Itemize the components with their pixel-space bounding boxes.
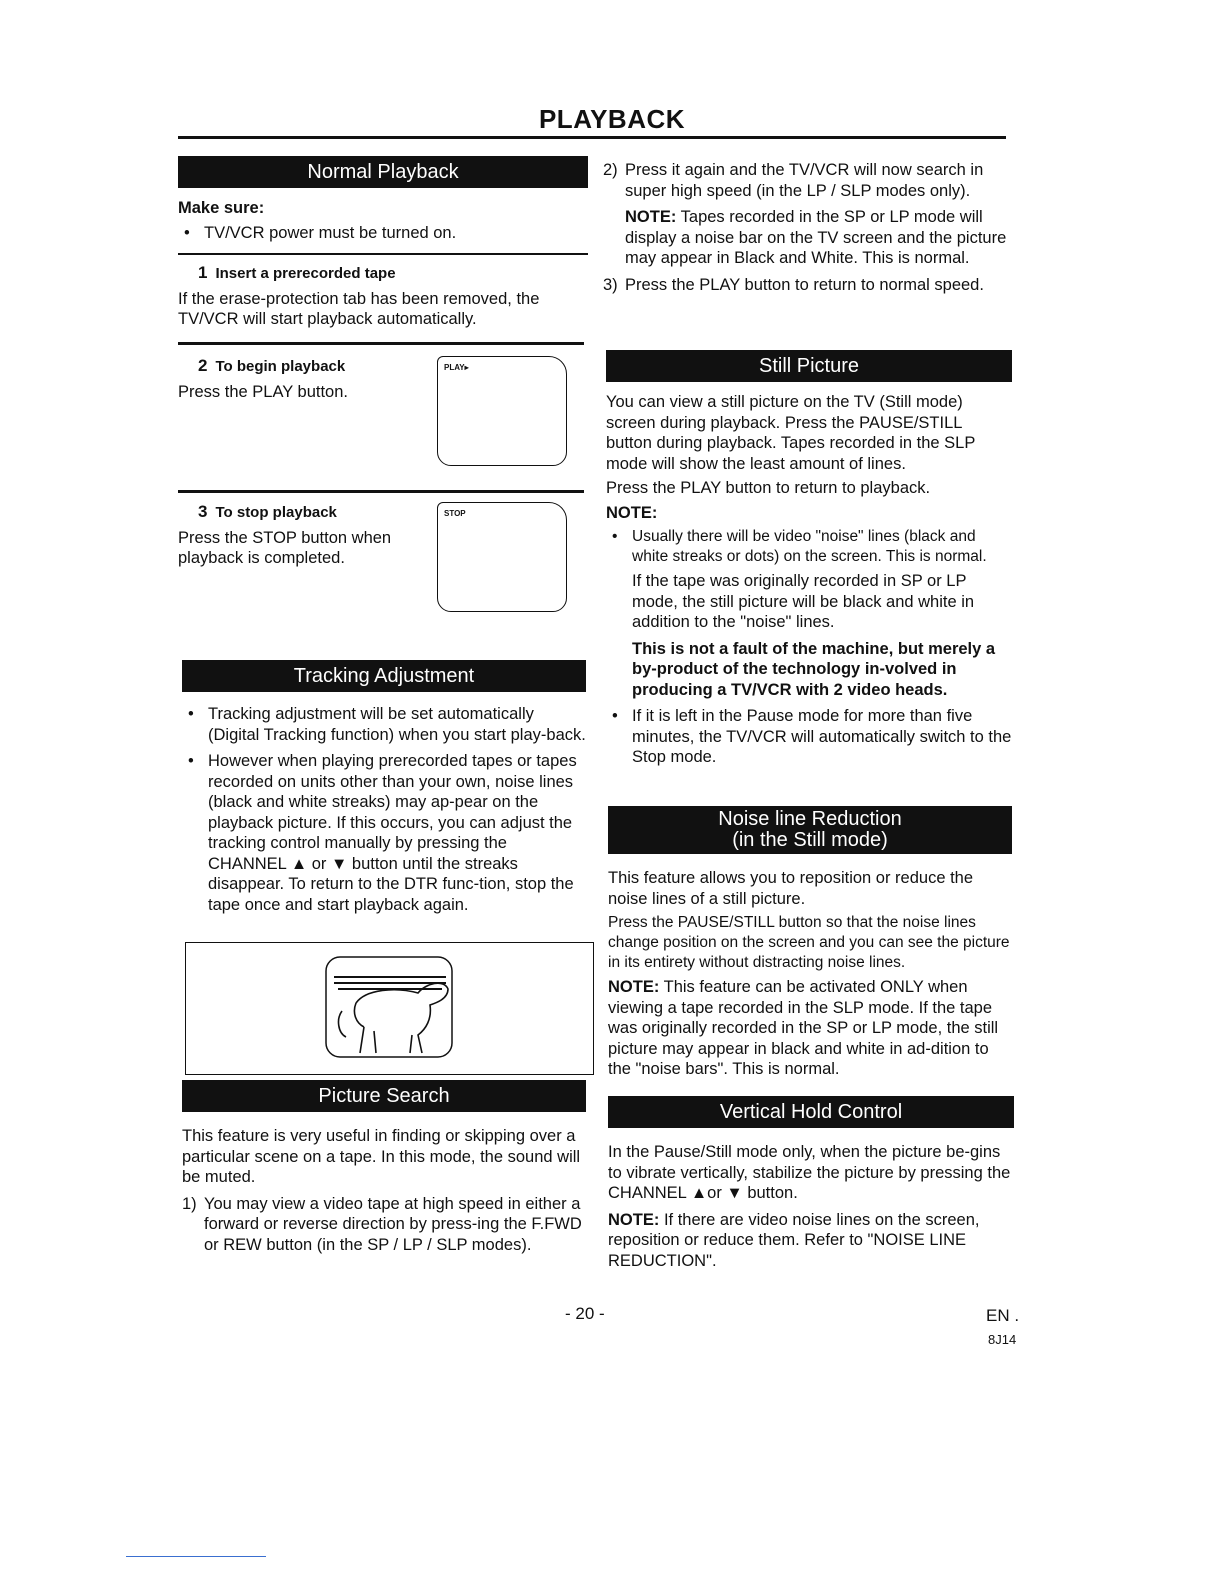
picture-search-cont	[603, 160, 1023, 295]
search-step-3	[603, 275, 1023, 296]
noise-intro: This feature allows you to reposition or reduce the noise lines of a still picture.	[608, 869, 974, 908]
still-return: Press the PLAY button to return to playback.	[606, 479, 931, 497]
step1-number: 1	[198, 263, 208, 282]
noise-reduction-section	[608, 806, 1012, 1080]
play-screen-label: PLAY▸	[444, 363, 469, 372]
noise-note-text: This feature can be activated ONLY when viewing a tape recorded in the SLP mode. If the tape was originally recorded in the SP or LP mode, the still picture may appear in black and white in ad-dition to the "noise bars". This is normal.	[608, 978, 999, 1078]
noise-reduction-banner	[608, 806, 1012, 854]
title-rule	[178, 136, 1006, 139]
step-divider	[178, 253, 588, 255]
model-code: 8J14	[988, 1332, 1017, 1347]
step1-text: If the erase-protection tab has been removed, the TV/VCR will start playback automatically.	[178, 289, 540, 328]
step2-text: Press the PLAY button.	[178, 382, 348, 401]
picture-search-section	[182, 1080, 586, 1255]
still-note-cont: If the tape was originally recorded in SP or LP mode, the still picture will be black and white in addition to the "noise" lines.	[632, 572, 975, 631]
search-step-2-number: 2)	[603, 161, 618, 179]
vertical-hold-note	[608, 1210, 1014, 1272]
step2-number: 2	[198, 356, 208, 375]
tv-screen-stop	[437, 502, 567, 612]
make-sure-label: Make sure:	[178, 199, 265, 217]
still-intro: You can view a still picture on the TV (Still mode) screen during playback. Press the PAUSE/STILL button during playback. Tapes recorded in the SLP mode will show the least amount of lines.	[606, 393, 976, 473]
still-note-bullet-1: • Usually there will be video "noise" lines (black and white streaks or dots) on the screen. This is normal.	[606, 527, 1012, 567]
vertical-hold-banner: Vertical Hold Control	[608, 1096, 1014, 1128]
scan-edge-line	[126, 1556, 266, 1557]
step-divider	[178, 342, 584, 345]
tracking-bullet-1: • Tracking adjustment will be set automatically (Digital Tracking function) when you start play-back.	[182, 704, 586, 745]
tv-screen-play	[437, 356, 567, 466]
search-note-label: NOTE:	[625, 208, 677, 226]
step-divider	[178, 490, 584, 493]
power-bullet: • TV/VCR power must be turned on.	[178, 223, 588, 244]
search-note	[603, 207, 1023, 269]
step3-text: Press the STOP button when playback is completed.	[178, 528, 392, 567]
still-picture-section	[606, 350, 1012, 768]
still-picture-banner: Still Picture	[606, 350, 1012, 382]
tracking-bullet-2: • However when playing prerecorded tapes or tapes recorded on units other than your own, noise lines (black and white streaks) may ap-pear on the playback picture. If this occurs, you can adjust the tracking control manually by pressing the CHANNEL ▲ or ▼ button until the streaks disappear. To return to the DTR func-tion, stop the tape once and start playback again.	[182, 751, 586, 915]
noise-dog-illustration	[186, 943, 595, 1076]
search-step-1	[182, 1194, 586, 1256]
search-note-text: Tapes recorded in the SP or LP mode will display a noise bar on the TV screen and the picture may appear in Black and White. This is normal.	[625, 208, 1007, 267]
vertical-note-text: If there are video noise lines on the screen, reposition or reduce them. Refer to "NOISE LINE REDUCTION".	[608, 1210, 980, 1270]
still-note-label: NOTE:	[606, 503, 658, 522]
normal-playback-section	[178, 156, 588, 330]
tracking-banner: Tracking Adjustment	[182, 660, 586, 692]
search-step-2-text: Press it again and the TV/VCR will now search in super high speed (in the LP / SLP modes only).	[625, 161, 984, 200]
language-code: EN .	[986, 1306, 1020, 1325]
tracking-section	[182, 660, 586, 915]
noise-instructions: Press the PAUSE/STILL button so that the noise lines change position on the screen and you can see the picture in its entirety without distracting noise lines.	[608, 914, 1010, 971]
picture-search-banner: Picture Search	[182, 1080, 586, 1112]
step3-title: To stop playback	[215, 504, 337, 521]
search-step-3-number: 3)	[603, 275, 618, 294]
picture-search-intro: This feature is very useful in finding or skipping over a particular scene on a tape. In this mode, the sound will be muted.	[182, 1127, 581, 1186]
noise-banner-line-1: Noise line Reduction	[718, 808, 902, 830]
search-step-3-text: Press the PLAY button to return to normal speed.	[625, 275, 984, 294]
vertical-hold-section	[608, 1096, 1014, 1271]
search-step-2	[603, 160, 1023, 201]
search-step-1-number: 1)	[182, 1194, 197, 1213]
normal-playback-banner: Normal Playback	[178, 156, 588, 188]
step1-title: Insert a prerecorded tape	[215, 265, 396, 282]
noise-picture-frame	[185, 942, 594, 1075]
still-note-bullet-2: • If it is left in the Pause mode for more than five minutes, the TV/VCR will automatically switch to the Stop mode.	[606, 706, 1012, 768]
noise-note-label: NOTE:	[608, 978, 660, 996]
noise-note	[608, 977, 1012, 1080]
step2-title: To begin playback	[215, 358, 346, 375]
stop-screen-label: STOP	[444, 509, 466, 518]
still-note-bold: This is not a fault of the machine, but merely a by-product of the technology in-volved in producing a TV/VCR with 2 video heads.	[632, 639, 996, 699]
step3-number: 3	[198, 502, 208, 521]
search-step-1-text: You may view a video tape at high speed in either a forward or reverse direction by press-ing the F.FWD or REW button (in the SP / LP / SLP modes).	[204, 1194, 582, 1254]
vertical-note-label: NOTE:	[608, 1210, 660, 1229]
step1-heading	[198, 263, 588, 285]
page-title: PLAYBACK	[538, 104, 686, 134]
vertical-hold-text: In the Pause/Still mode only, when the picture be-gins to vibrate vertically, stabilize the picture by pressing the CHANNEL ▲or ▼ button.	[608, 1143, 1011, 1202]
page-number: - 20 -	[565, 1304, 605, 1323]
noise-banner-line-2: (in the Still mode)	[732, 829, 888, 851]
